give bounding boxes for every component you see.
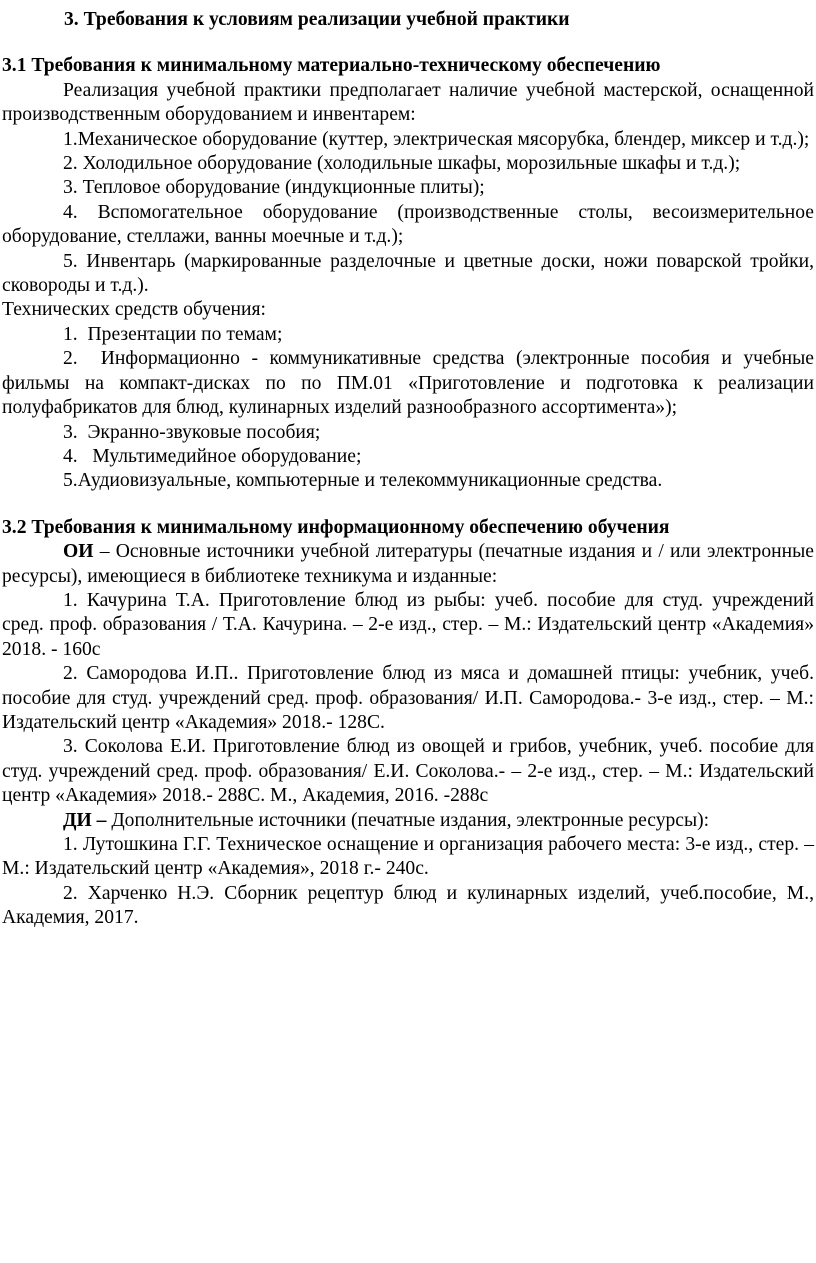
tech-item-text: Экранно-звуковые пособия; xyxy=(87,421,321,443)
tech-item-num: 4. xyxy=(63,445,78,467)
tech-item-5 xyxy=(2,469,814,493)
di-text: Дополнительные источники (печатные издания, электронные ресурсы): xyxy=(106,809,710,831)
oi-text: – Основные источники учебной литературы (печатные издания и / или электронные ресурсы), имеющиеся в библиотеке техникума и изданные: xyxy=(2,541,814,587)
tech-item-num: 2. xyxy=(63,348,78,370)
di-item-1: 1. Лутошкина Г.Г. Техническое оснащение и организация рабочего места: 3-е изд., стер. – М.: Издательский центр «Академия», 2018 г.- 240с. xyxy=(2,834,814,880)
equipment-item-3: 3. Тепловое оборудование (индукционные плиты); xyxy=(63,177,485,199)
equipment-item-5: 5. Инвентарь (маркированные разделочные и цветные доски, ножи поварской тройки, сковороды и т.д.). xyxy=(2,250,814,297)
oi-item-2: 2. Самородова И.П.. Приготовление блюд из мяса и домашней птицы: учебник, учеб. пособие для студ. учреждений сред. проф. образования/ И.П. Самородова.- 3-е изд., стер. – М.: Издательский центр «Академия» 2018.- 128С. xyxy=(2,663,814,733)
heading-3-1: 3.1 Требования к минимальному материально-техническому обеспечению xyxy=(2,55,661,77)
di-intro xyxy=(2,809,814,833)
tech-item-text: Информационно - коммуникативные средства (электронные пособия и учебные фильмы на компакт-дисках по по ПМ.01 «Приготовление и подготовка к реализации полуфабрикатов для блюд, кулинарных изделий разнообразного ассортимента»); xyxy=(2,348,815,419)
oi-item-1: 1. Качурина Т.А. Приготовление блюд из рыбы: учеб. пособие для студ. учреждений сред. проф. образования / Т.А. Качурина. – 2-е изд., стер. – М.: Издательский центр «Академия» 2018. - 160с xyxy=(2,589,814,660)
tech-item-2 xyxy=(2,347,814,420)
tech-item-text: Мультимедийное оборудование; xyxy=(87,445,362,467)
di-label: ДИ – xyxy=(63,809,107,831)
tech-item-num: 3. xyxy=(63,421,78,443)
tech-item-text: Аудиовизуальные, компьютерные и телекоммуникационные средства. xyxy=(77,470,663,492)
tech-item-1 xyxy=(2,323,814,347)
section-title: 3. Требования к условиям реализации учебной практики xyxy=(64,9,570,30)
tech-label: Технических средств обучения: xyxy=(2,299,266,321)
tech-item-num: 1. xyxy=(63,323,78,345)
tech-item-text: Презентации по темам; xyxy=(87,323,283,345)
oi-item-3: 3. Соколова Е.И. Приготовление блюд из овощей и грибов, учебник, учеб. пособие для студ. учреждений сред. проф. образования/ Е.И. Соколова.- – 2-е изд., стер. – М.: Издательский центр «Академия» 2018.- 288С. М., Академия, 2016. -288с xyxy=(2,736,814,807)
oi-label: ОИ xyxy=(63,541,94,563)
equipment-item-1: 1.Механическое оборудование (куттер, электрическая мясорубка, блендер, миксер и т.д.); xyxy=(63,128,810,150)
equipment-item-4: 4. Вспомогательное оборудование (производственные столы, весоизмерительное оборудование, стеллажи, ванны моечные и т.д.); xyxy=(2,201,814,248)
equipment-intro: Реализация учебной практики предполагает наличие учебной мастерской, оснащенной производственным оборудованием и инвентарем: xyxy=(2,79,814,126)
di-item-2: 2. Харченко Н.Э. Сборник рецептур блюд и кулинарных изделий, учеб.пособие, М., Академия, 2017. xyxy=(2,882,814,929)
equipment-item-2: 2. Холодильное оборудование (холодильные шкафы, морозильные шкафы и т.д.); xyxy=(63,153,741,175)
tech-item-4 xyxy=(2,445,814,469)
tech-item-3 xyxy=(2,421,814,445)
oi-intro xyxy=(2,540,814,589)
heading-3-2: 3.2 Требования к минимальному информационному обеспечению обучения xyxy=(2,516,670,538)
tech-item-num: 5. xyxy=(63,470,78,492)
